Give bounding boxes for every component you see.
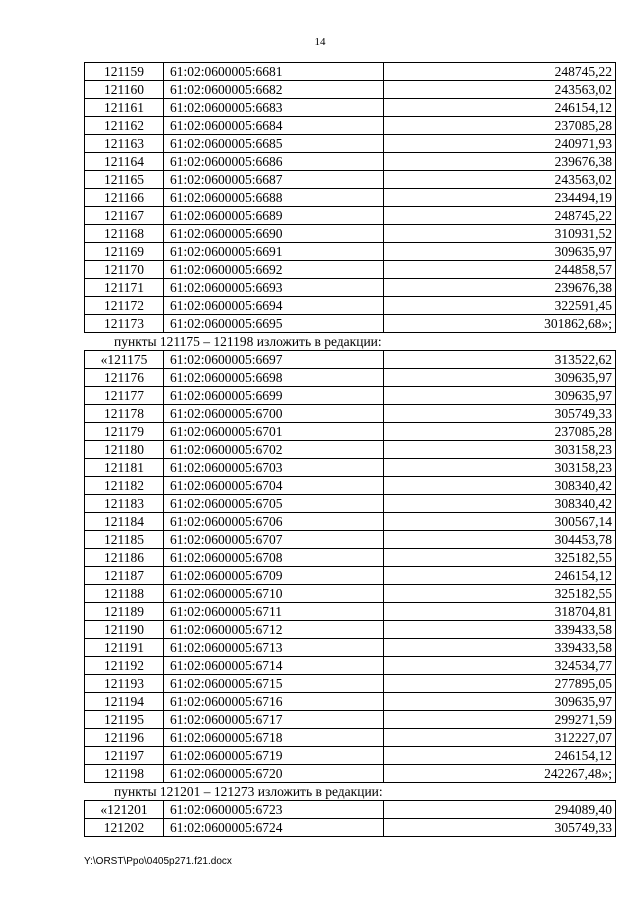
item-number-cell: 121186: [85, 549, 164, 567]
item-number-cell: 121166: [85, 189, 164, 207]
value-cell: 300567,14: [384, 513, 616, 531]
table-row: [85, 315, 616, 333]
item-number-cell: 121172: [85, 297, 164, 315]
cadastral-number-cell: 61:02:0600005:6712: [164, 621, 384, 639]
item-number-cell: 121169: [85, 243, 164, 261]
value-cell: 242267,48»;: [384, 765, 616, 783]
table-row: [85, 297, 616, 315]
value-cell: 237085,28: [384, 423, 616, 441]
value-cell: 240971,93: [384, 135, 616, 153]
section-intro: пункты 121201 – 121273 изложить в редакции:: [114, 784, 383, 799]
cadastral-number-cell: 61:02:0600005:6709: [164, 567, 384, 585]
item-number-cell: 121189: [85, 603, 164, 621]
cadastral-number-cell: 61:02:0600005:6682: [164, 81, 384, 99]
table-row: [85, 711, 616, 729]
table-row: [85, 63, 616, 81]
cadastral-number-cell: 61:02:0600005:6687: [164, 171, 384, 189]
table-row: [85, 657, 616, 675]
value-cell: 243563,02: [384, 171, 616, 189]
cadastral-number-cell: 61:02:0600005:6690: [164, 225, 384, 243]
cadastral-number-cell: 61:02:0600005:6701: [164, 423, 384, 441]
table-row: [85, 549, 616, 567]
value-cell: 309635,97: [384, 243, 616, 261]
item-number-cell: 121184: [85, 513, 164, 531]
value-cell: 248745,22: [384, 207, 616, 225]
table-row: [85, 729, 616, 747]
table-row: [85, 99, 616, 117]
cadastral-number-cell: 61:02:0600005:6703: [164, 459, 384, 477]
cadastral-number-cell: 61:02:0600005:6704: [164, 477, 384, 495]
item-number-cell: 121181: [85, 459, 164, 477]
item-number-cell: 121191: [85, 639, 164, 657]
value-cell: 244858,57: [384, 261, 616, 279]
cadastral-number-cell: 61:02:0600005:6694: [164, 297, 384, 315]
item-number-cell: 121159: [85, 63, 164, 81]
item-number-cell: 121202: [85, 819, 164, 837]
table-row: [85, 171, 616, 189]
cadastral-number-cell: 61:02:0600005:6691: [164, 243, 384, 261]
item-number-cell: 121161: [85, 99, 164, 117]
value-cell: 305749,33: [384, 405, 616, 423]
table-row: [85, 567, 616, 585]
cadastral-number-cell: 61:02:0600005:6692: [164, 261, 384, 279]
cadastral-number-cell: 61:02:0600005:6720: [164, 765, 384, 783]
table-row: [85, 603, 616, 621]
value-cell: 312227,07: [384, 729, 616, 747]
value-cell: 339433,58: [384, 639, 616, 657]
table-row: [85, 81, 616, 99]
cadastral-number-cell: 61:02:0600005:6699: [164, 387, 384, 405]
table-row: [85, 369, 616, 387]
item-number-cell: 121160: [85, 81, 164, 99]
table-row: [85, 801, 616, 819]
value-cell: 308340,42: [384, 495, 616, 513]
parcel-table: [84, 350, 616, 783]
value-cell: 313522,62: [384, 351, 616, 369]
table-row: [85, 819, 616, 837]
table-row: [85, 495, 616, 513]
table-row: [85, 441, 616, 459]
parcel-table: [84, 62, 616, 333]
item-number-cell: 121168: [85, 225, 164, 243]
cadastral-number-cell: 61:02:0600005:6695: [164, 315, 384, 333]
table-row: [85, 135, 616, 153]
table-row: [85, 225, 616, 243]
item-number-cell: 121193: [85, 675, 164, 693]
value-cell: 239676,38: [384, 153, 616, 171]
value-cell: 325182,55: [384, 549, 616, 567]
item-number-cell: 121183: [85, 495, 164, 513]
table-row: [85, 243, 616, 261]
section-intro: пункты 121175 – 121198 изложить в редакции:: [114, 334, 382, 349]
document-body: [84, 62, 616, 837]
table-row: [85, 675, 616, 693]
cadastral-number-cell: 61:02:0600005:6684: [164, 117, 384, 135]
table-row: [85, 153, 616, 171]
table-row: [85, 459, 616, 477]
value-cell: 246154,12: [384, 747, 616, 765]
cadastral-number-cell: 61:02:0600005:6717: [164, 711, 384, 729]
cadastral-number-cell: 61:02:0600005:6688: [164, 189, 384, 207]
table-row: [85, 765, 616, 783]
item-number-cell: 121180: [85, 441, 164, 459]
cadastral-number-cell: 61:02:0600005:6716: [164, 693, 384, 711]
item-number-cell: 121163: [85, 135, 164, 153]
item-number-cell: 121170: [85, 261, 164, 279]
table-row: [85, 189, 616, 207]
cadastral-number-cell: 61:02:0600005:6681: [164, 63, 384, 81]
cadastral-number-cell: 61:02:0600005:6714: [164, 657, 384, 675]
value-cell: 294089,40: [384, 801, 616, 819]
item-number-cell: 121171: [85, 279, 164, 297]
table-row: [85, 405, 616, 423]
item-number-cell: «121175: [85, 351, 164, 369]
file-path-footer: Y:\ORST\Ppo\0405p271.f21.docx: [84, 856, 232, 867]
item-number-cell: 121179: [85, 423, 164, 441]
cadastral-number-cell: 61:02:0600005:6686: [164, 153, 384, 171]
item-number-cell: 121176: [85, 369, 164, 387]
table-row: [85, 261, 616, 279]
cadastral-number-cell: 61:02:0600005:6715: [164, 675, 384, 693]
value-cell: 325182,55: [384, 585, 616, 603]
cadastral-number-cell: 61:02:0600005:6710: [164, 585, 384, 603]
value-cell: 246154,12: [384, 99, 616, 117]
value-cell: 246154,12: [384, 567, 616, 585]
value-cell: 248745,22: [384, 63, 616, 81]
cadastral-number-cell: 61:02:0600005:6683: [164, 99, 384, 117]
item-number-cell: 121188: [85, 585, 164, 603]
item-number-cell: 121192: [85, 657, 164, 675]
item-number-cell: 121177: [85, 387, 164, 405]
item-number-cell: 121198: [85, 765, 164, 783]
item-number-cell: 121196: [85, 729, 164, 747]
cadastral-number-cell: 61:02:0600005:6708: [164, 549, 384, 567]
cadastral-number-cell: 61:02:0600005:6702: [164, 441, 384, 459]
value-cell: 277895,05: [384, 675, 616, 693]
parcel-table: [84, 800, 616, 837]
value-cell: 234494,19: [384, 189, 616, 207]
cadastral-number-cell: 61:02:0600005:6689: [164, 207, 384, 225]
item-number-cell: 121173: [85, 315, 164, 333]
value-cell: 322591,45: [384, 297, 616, 315]
value-cell: 318704,81: [384, 603, 616, 621]
item-number-cell: 121165: [85, 171, 164, 189]
value-cell: 304453,78: [384, 531, 616, 549]
cadastral-number-cell: 61:02:0600005:6718: [164, 729, 384, 747]
table-row: [85, 387, 616, 405]
table-row: [85, 117, 616, 135]
item-number-cell: 121190: [85, 621, 164, 639]
value-cell: 339433,58: [384, 621, 616, 639]
cadastral-number-cell: 61:02:0600005:6723: [164, 801, 384, 819]
value-cell: 309635,97: [384, 693, 616, 711]
table-row: [85, 423, 616, 441]
cadastral-number-cell: 61:02:0600005:6711: [164, 603, 384, 621]
table-row: [85, 639, 616, 657]
table-row: [85, 747, 616, 765]
table-row: [85, 531, 616, 549]
value-cell: 324534,77: [384, 657, 616, 675]
item-number-cell: 121162: [85, 117, 164, 135]
cadastral-number-cell: 61:02:0600005:6698: [164, 369, 384, 387]
item-number-cell: 121187: [85, 567, 164, 585]
value-cell: 237085,28: [384, 117, 616, 135]
item-number-cell: 121164: [85, 153, 164, 171]
table-row: [85, 621, 616, 639]
value-cell: 301862,68»;: [384, 315, 616, 333]
table-row: [85, 585, 616, 603]
value-cell: 310931,52: [384, 225, 616, 243]
cadastral-number-cell: 61:02:0600005:6697: [164, 351, 384, 369]
value-cell: 243563,02: [384, 81, 616, 99]
item-number-cell: 121195: [85, 711, 164, 729]
item-number-cell: 121167: [85, 207, 164, 225]
cadastral-number-cell: 61:02:0600005:6706: [164, 513, 384, 531]
value-cell: 309635,97: [384, 369, 616, 387]
value-cell: 308340,42: [384, 477, 616, 495]
item-number-cell: 121194: [85, 693, 164, 711]
cadastral-number-cell: 61:02:0600005:6707: [164, 531, 384, 549]
table-row: [85, 207, 616, 225]
cadastral-number-cell: 61:02:0600005:6719: [164, 747, 384, 765]
table-row: [85, 513, 616, 531]
table-row: [85, 279, 616, 297]
page-number: 14: [314, 36, 326, 48]
cadastral-number-cell: 61:02:0600005:6700: [164, 405, 384, 423]
value-cell: 239676,38: [384, 279, 616, 297]
cadastral-number-cell: 61:02:0600005:6724: [164, 819, 384, 837]
item-number-cell: 121182: [85, 477, 164, 495]
value-cell: 303158,23: [384, 459, 616, 477]
item-number-cell: «121201: [85, 801, 164, 819]
item-number-cell: 121178: [85, 405, 164, 423]
table-row: [85, 693, 616, 711]
cadastral-number-cell: 61:02:0600005:6693: [164, 279, 384, 297]
item-number-cell: 121185: [85, 531, 164, 549]
cadastral-number-cell: 61:02:0600005:6713: [164, 639, 384, 657]
table-row: [85, 477, 616, 495]
cadastral-number-cell: 61:02:0600005:6685: [164, 135, 384, 153]
value-cell: 305749,33: [384, 819, 616, 837]
cadastral-number-cell: 61:02:0600005:6705: [164, 495, 384, 513]
value-cell: 303158,23: [384, 441, 616, 459]
item-number-cell: 121197: [85, 747, 164, 765]
table-row: [85, 351, 616, 369]
value-cell: 309635,97: [384, 387, 616, 405]
value-cell: 299271,59: [384, 711, 616, 729]
